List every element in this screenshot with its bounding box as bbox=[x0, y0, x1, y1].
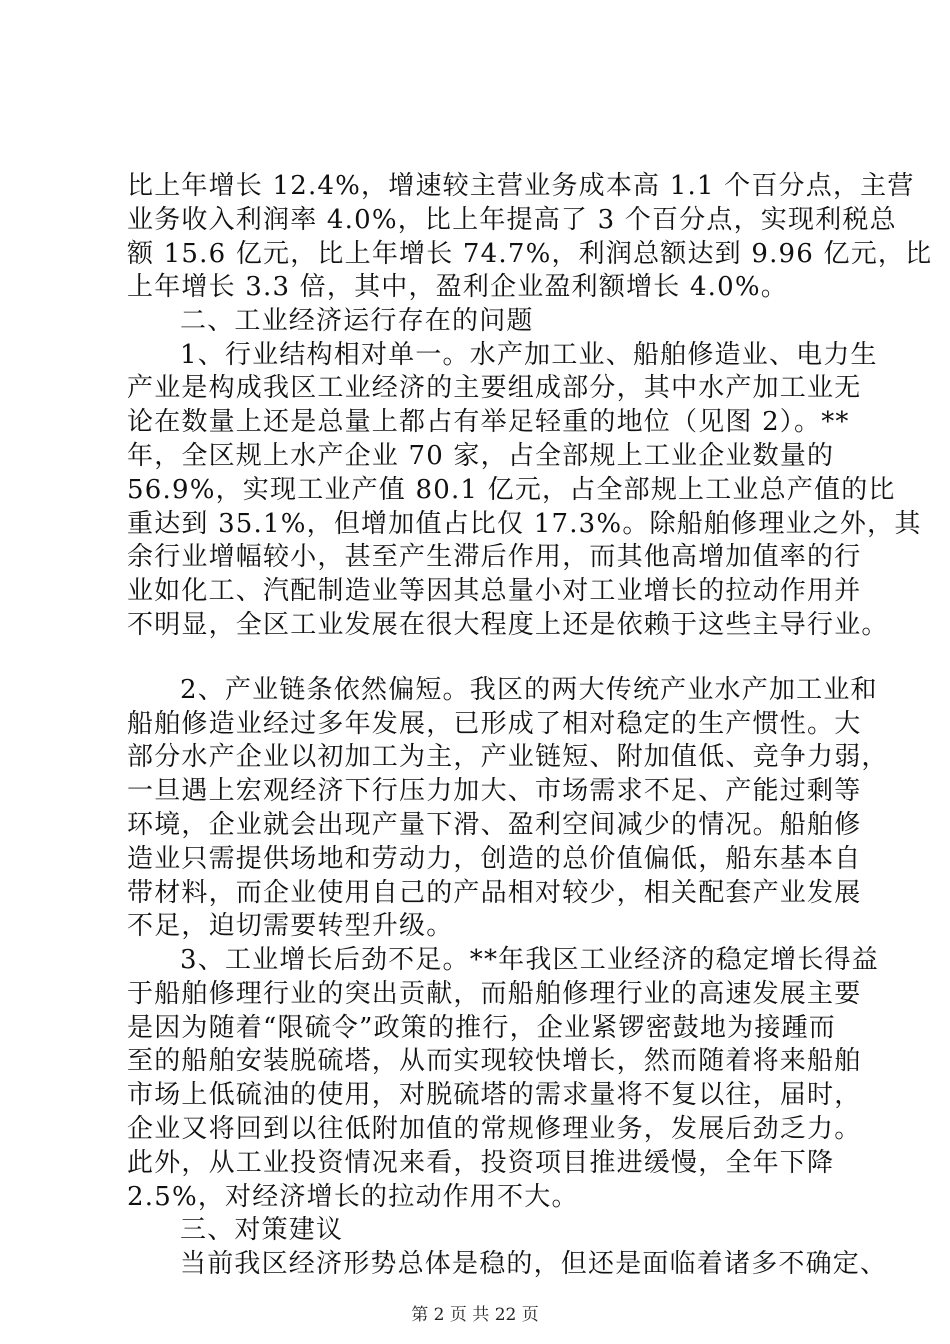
body-text-line: 额 15.6 亿元，比上年增长 74.7%，利润总额达到 9.96 亿元，比 bbox=[127, 239, 933, 269]
body-text-line: 环境，企业就会出现产量下滑、盈利空间减少的情况。船舶修 bbox=[127, 810, 862, 840]
body-text-line: 不明显，全区工业发展在很大程度上还是依赖于这些主导行业。 bbox=[127, 610, 889, 640]
body-text-line: 是因为随着“限硫令”政策的推行，企业紧锣密鼓地为接踵而 bbox=[127, 1013, 836, 1043]
body-text-line: 年，全区规上水产企业 70 家，占全部规上工业企业数量的 bbox=[127, 441, 835, 471]
body-text-line: 论在数量上还是总量上都占有举足轻重的地位（见图 2）。** bbox=[127, 407, 850, 437]
section-heading-suggestions: 三、对策建议 bbox=[180, 1215, 344, 1245]
body-text-line: 一旦遇上宏观经济下行压力加大、市场需求不足、产能过剩等 bbox=[127, 776, 862, 806]
body-text-line: 业务收入利润率 4.0%，比上年提高了 3 个百分点，实现利税总 bbox=[127, 205, 897, 235]
body-text-line: 企业又将回到以往低附加值的常规修理业务，发展后劲乏力。 bbox=[127, 1114, 862, 1144]
body-text-line: 余行业增幅较小，甚至产生滞后作用，而其他高增加值率的行 bbox=[127, 542, 862, 572]
body-text-line: 重达到 35.1%，但增加值占比仅 17.3%。除船舶修理业之外，其 bbox=[127, 509, 922, 539]
body-text-line: 至的船舶安装脱硫塔，从而实现较快增长，然而随着将来船舶 bbox=[127, 1046, 862, 1076]
body-text-line: 带材料，而企业使用自己的产品相对较少，相关配套产业发展 bbox=[127, 878, 862, 908]
body-text-line: 产业是构成我区工业经济的主要组成部分，其中水产加工业无 bbox=[127, 373, 862, 403]
body-text-line: 当前我区经济形势总体是稳的，但还是面临着诸多不确定、 bbox=[180, 1249, 888, 1279]
body-text-line: 1、行业结构相对单一。水产加工业、船舶修造业、电力生 bbox=[180, 340, 878, 370]
body-text-line: 2、产业链条依然偏短。我区的两大传统产业水产加工业和 bbox=[180, 675, 878, 705]
body-text-line: 56.9%，实现工业产值 80.1 亿元，占全部规上工业总产值的比 bbox=[127, 475, 896, 505]
body-text-line: 于船舶修理行业的突出贡献，而船舶修理行业的高速发展主要 bbox=[127, 979, 862, 1009]
body-text-line: 不足，迫切需要转型升级。 bbox=[127, 911, 454, 941]
body-text-line: 3、工业增长后劲不足。**年我区工业经济的稳定增长得益 bbox=[180, 945, 879, 975]
page-number-footer: 第 2 页 共 22 页 bbox=[411, 1305, 539, 1325]
body-text-line: 上年增长 3.3 倍，其中，盈利企业盈利额增长 4.0%。 bbox=[127, 272, 788, 302]
body-text-line: 市场上低硫油的使用，对脱硫塔的需求量将不复以往，届时， bbox=[127, 1080, 862, 1110]
body-text-line: 造业只需提供场地和劳动力，创造的总价值偏低，船东基本自 bbox=[127, 844, 862, 874]
body-text-line: 比上年增长 12.4%，增速较主营业务成本高 1.1 个百分点，主营 bbox=[127, 171, 915, 201]
body-text-line: 2.5%，对经济增长的拉动作用不大。 bbox=[127, 1182, 579, 1212]
body-text-line: 部分水产企业以初加工为主，产业链短、附加值低、竞争力弱， bbox=[127, 742, 889, 772]
body-text-line: 船舶修造业经过多年发展，已形成了相对稳定的生产惯性。大 bbox=[127, 709, 862, 739]
body-text-line: 此外，从工业投资情况来看，投资项目推进缓慢，全年下降 bbox=[127, 1148, 835, 1178]
body-text-line: 业如化工、汽配制造业等因其总量小对工业增长的拉动作用并 bbox=[127, 576, 862, 606]
section-heading-problems: 二、工业经济运行存在的问题 bbox=[180, 306, 534, 336]
